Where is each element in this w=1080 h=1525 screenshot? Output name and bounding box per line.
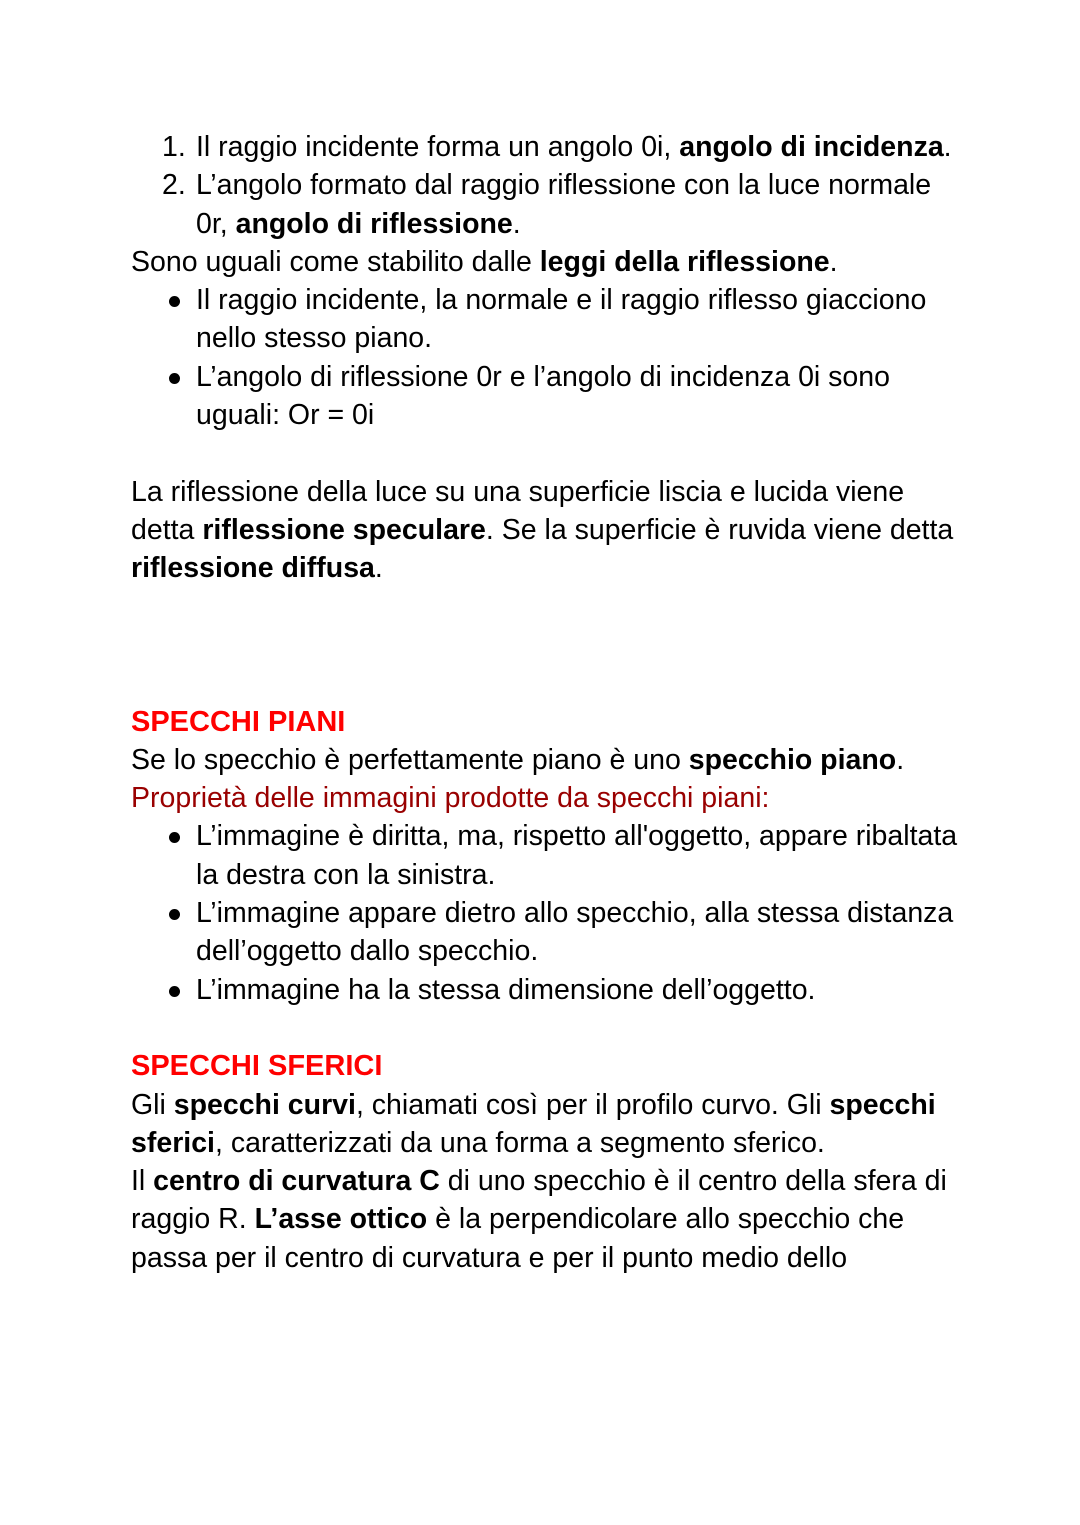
section-heading-spherical-mirrors: SPECCHI SFERICI xyxy=(131,1050,383,1083)
paragraph-text-end: . xyxy=(374,552,383,585)
list-item-text: L’immagine appare dietro allo specchio, alla stessa distanza dell’oggetto dallo specchio. xyxy=(196,897,954,968)
list-item-text: L’immagine è diritta, ma, rispetto all'oggetto, appare ribaltata la destra con la sinistra. xyxy=(196,820,958,891)
paragraph-text: La riflessione della luce su una superficie liscia e lucida viene detta xyxy=(131,475,905,546)
paragraph-text: Gli xyxy=(131,1088,174,1121)
curvature-center-paragraph xyxy=(131,1162,961,1277)
list-item-text: Il raggio incidente, la normale e il raggio riflesso giacciono nello stesso piano. xyxy=(196,284,927,355)
paragraph-text-end: , caratterizzati da una forma a segmento sferico. xyxy=(214,1126,825,1159)
list-item-bold-term: angolo di incidenza xyxy=(679,131,944,163)
list-item xyxy=(131,358,961,435)
bullet-icon xyxy=(169,909,180,920)
laws-term: leggi della riflessione xyxy=(539,245,830,278)
list-number: 2. xyxy=(162,169,186,202)
list-item-text: L’angolo di riflessione 0r e l’angolo di incidenza 0i sono uguali: Or = 0i xyxy=(196,360,890,432)
spacer xyxy=(131,1009,961,1047)
optical-axis-term: L’asse ottico xyxy=(254,1203,428,1236)
paragraph-text: , chiamati così per il profilo curvo. Gli xyxy=(355,1088,830,1121)
list-item-text: L’angolo formato dal raggio riflessione con la luce normale 0r, xyxy=(196,169,932,240)
list-item xyxy=(131,166,961,243)
diffuse-term: riflessione diffusa xyxy=(131,552,375,585)
plane-mirror-term: specchio piano xyxy=(688,743,897,776)
spherical-mirrors-term: specchi sferici xyxy=(131,1088,936,1159)
list-item xyxy=(131,817,961,894)
paragraph-text-end: . xyxy=(896,743,905,776)
bullet-icon xyxy=(169,986,180,997)
bullet-icon xyxy=(169,373,180,384)
specular-term: riflessione speculare xyxy=(202,513,486,546)
list-item-text-end: . xyxy=(943,131,952,163)
list-item-text: L’immagine ha la stessa dimensione dell’oggetto. xyxy=(196,973,816,1006)
document-content xyxy=(131,128,961,1277)
list-number: 1. xyxy=(162,131,186,163)
list-item-bold-term: angolo di riflessione xyxy=(235,207,513,240)
list-item-text: Il raggio incidente forma un angolo 0i, xyxy=(196,131,680,163)
paragraph-text: . Se la superficie è ruvida viene detta xyxy=(485,513,954,546)
spacer xyxy=(131,434,961,472)
reflection-paragraph xyxy=(131,473,961,588)
list-item xyxy=(131,128,961,166)
laws-sentence-text: Sono uguali come stabilito dalle xyxy=(131,245,540,278)
paragraph-text: Se lo specchio è perfettamente piano è uno xyxy=(131,743,689,776)
curved-mirrors-term: specchi curvi xyxy=(173,1088,356,1121)
list-item xyxy=(131,894,961,971)
laws-bullet-list xyxy=(131,281,961,434)
paragraph-text: Il xyxy=(131,1165,154,1198)
plane-mirror-bullet-list xyxy=(131,817,961,1008)
plane-mirror-definition xyxy=(131,741,961,779)
list-item-text-end: . xyxy=(512,207,521,240)
plane-mirror-properties-subtitle: Proprietà delle immagini prodotte da specchi piani: xyxy=(131,782,770,815)
incidence-angle-list xyxy=(131,128,961,243)
list-item xyxy=(131,971,961,1009)
paragraph-text-end: è la perpendicolare allo specchio che passa per il centro di curvatura e per il punto medio dello xyxy=(131,1203,905,1274)
curved-mirrors-paragraph xyxy=(131,1086,961,1163)
laws-sentence-end: . xyxy=(829,245,838,278)
bullet-icon xyxy=(169,832,180,843)
spacer xyxy=(131,588,961,703)
list-item xyxy=(131,281,961,358)
laws-sentence xyxy=(131,243,961,281)
bullet-icon xyxy=(169,296,180,307)
paragraph-text: di uno specchio è il centro della sfera di raggio R. xyxy=(131,1165,947,1236)
curvature-center-term: centro di curvatura C xyxy=(153,1165,440,1198)
section-heading-plane-mirrors: SPECCHI PIANI xyxy=(131,705,346,738)
